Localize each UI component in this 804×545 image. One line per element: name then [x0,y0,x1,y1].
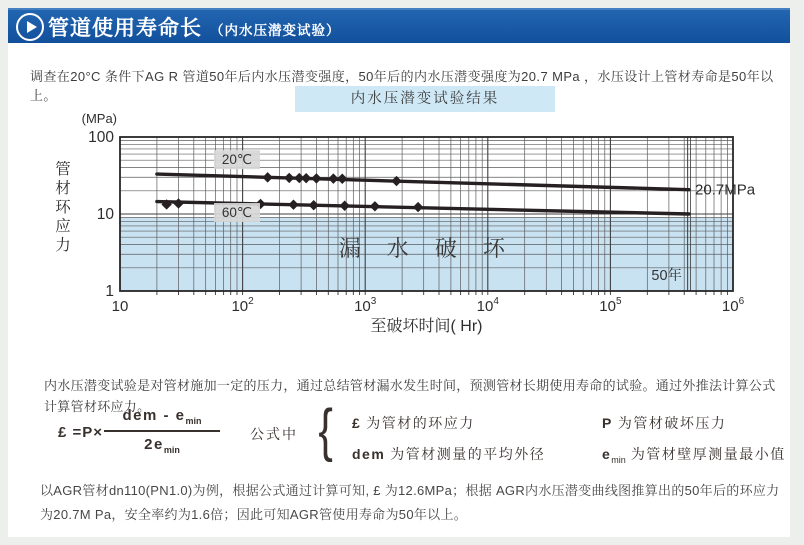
formula-numerator: dem - $e_{min}$ [104,407,220,432]
header-bar [8,8,790,43]
legend-item: P 为管材破坏压力 [602,415,727,431]
y-axis-title-char: 环 [55,199,71,216]
formula-legend [352,413,786,465]
explanation-text: 内水压潜变试验是对管材施加一定的压力，通过总结管材漏水发生时间，预测管材长期使用寿命的试验。通过外推法计算公式计算管材环应力。 [44,378,776,414]
y-tick-label: 10 [96,206,114,223]
data-point-diamond [413,202,423,212]
formula-label: 公式中 [250,426,298,442]
data-point-diamond [284,173,294,183]
play-icon [16,13,44,41]
intro-text: 调查在20°C 条件下AG R 管道50年后内水压潜变强度，50年后的内水压潜变强度为20.7 MPa ，水压设计上管材寿命是50年以上。 [30,69,774,103]
x-tick-label: $10^5$ [599,296,622,315]
y-tick-label: 1 [105,283,114,300]
stress-annotation: 20.7MPa [695,181,756,199]
formula-denominator: $2e_{min}$ [144,436,180,455]
y-unit-label: (MPa) [81,111,117,126]
creep-chart-svg [0,110,804,345]
page-title: 管道使用寿命长 [48,16,202,40]
creep-chart [0,110,804,345]
leak-zone-label: 漏水破坏 [338,235,531,261]
legend-item: dem 为管材测量的平均外径 [352,445,546,462]
legend-item: $e_{min}$ 为管材壁厚测量最小值 [602,445,786,465]
data-point-diamond [288,200,298,210]
x-tick-label: $10^3$ [354,296,377,315]
play-triangle [27,21,37,33]
x-tick-label: $10^2$ [231,296,254,315]
y-axis-title-char: 应 [55,218,71,235]
x-tick-label: $10^4$ [476,296,499,315]
page-subtitle: （内水压潜变试验） [210,22,341,38]
data-point-diamond [173,198,183,208]
y-tick-label: 100 [88,129,114,146]
data-point-diamond [308,200,318,210]
data-point-diamond [311,173,321,183]
x-axis-title: 至破坏时间( Hr) [370,318,483,335]
data-point-diamond [328,173,338,183]
data-point-diamond [370,201,380,211]
formula-fraction [104,407,220,455]
y-axis-title-char: 力 [55,237,71,254]
conclusion-text: 以AGR管材dn110(PN1.0)为例，根据公式通过计算可知, £ 为12.6MPa；根据 AGR内水压潜变曲线图推算出的50年后的环应力为20.7M Pa，安全率约为1.6倍；因此可知AGR管使用寿命为50年以上。 [40,483,780,523]
formula-brace: { [318,398,333,463]
x-tick-label: $10^6$ [721,296,745,315]
series-label: 60℃ [221,205,253,221]
fifty-year-label: 50年 [651,268,683,284]
data-point-diamond [339,201,349,211]
chart-title: 内水压潜变试验结果 [295,86,555,112]
data-point-diamond [301,173,311,183]
formula-lhs: £ =P× [58,424,104,441]
data-point-diamond [262,172,272,182]
y-axis-title-char: 管 [55,161,71,178]
legend-item: £ 为管材的环应力 [352,415,475,431]
y-axis-title-char: 材 [55,180,71,197]
series-label: 20℃ [221,152,253,168]
x-tick-label: 10 [111,298,129,315]
